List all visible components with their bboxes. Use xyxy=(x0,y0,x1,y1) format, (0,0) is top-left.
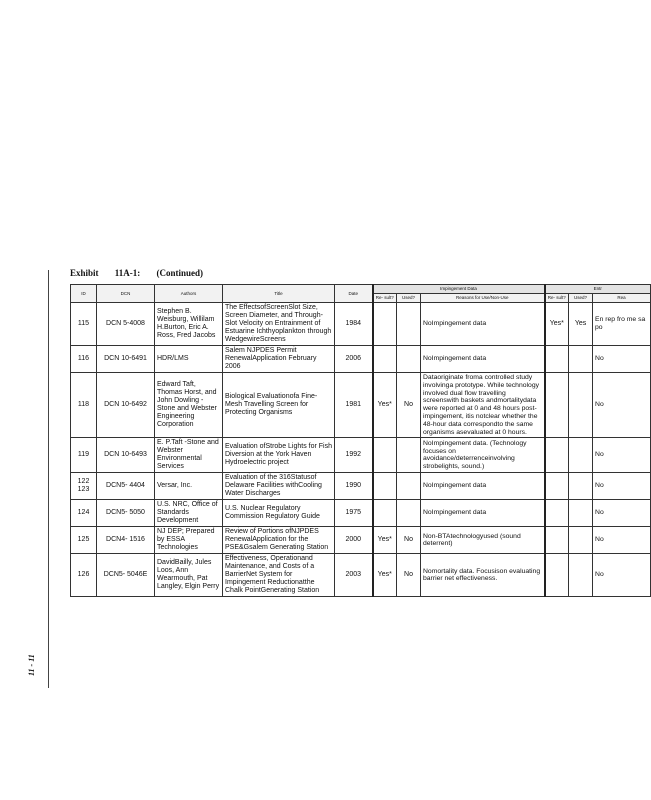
table-row xyxy=(71,500,651,527)
row-authors: E. P.Taft -Stone and Webster Environmental Services xyxy=(155,438,223,473)
header-ent-result: Re- sult? xyxy=(545,294,569,303)
row-imp-reason: NoImpingement data xyxy=(421,473,545,500)
row-ent-reason: No xyxy=(593,473,651,500)
table-row xyxy=(71,303,651,346)
row-authors: DavidBailly, Jules Loos, Ann Wearmouth, Pat Langley, Elgin Perry xyxy=(155,554,223,597)
header-imp-result: Re- sult? xyxy=(373,294,397,303)
row-ent-reason: No xyxy=(593,438,651,473)
row-id: 119 xyxy=(71,438,97,473)
header-imp-used: Used? xyxy=(397,294,421,303)
row-ent-used xyxy=(569,346,593,373)
row-ent-used xyxy=(569,438,593,473)
row-imp-used xyxy=(397,346,421,373)
row-ent-result xyxy=(545,527,569,554)
row-imp-used xyxy=(397,438,421,473)
row-dcn: DCN4- 1516 xyxy=(97,527,155,554)
row-authors: NJ DEP; Prepared by ESSA Technologies xyxy=(155,527,223,554)
table-row xyxy=(71,473,651,500)
row-ent-result: Yes* xyxy=(545,303,569,346)
row-ent-used: Yes xyxy=(569,303,593,346)
row-imp-result xyxy=(373,303,397,346)
row-ent-used xyxy=(569,500,593,527)
row-id: 115 xyxy=(71,303,97,346)
row-date: 2003 xyxy=(335,554,373,597)
exhibit-title xyxy=(70,268,217,278)
row-imp-result xyxy=(373,500,397,527)
row-imp-reason: NoImpingement data xyxy=(421,346,545,373)
header-impingement-group: Impingement Data xyxy=(373,285,545,294)
row-date: 1992 xyxy=(335,438,373,473)
row-id: 116 xyxy=(71,346,97,373)
table-row xyxy=(71,554,651,597)
row-dcn: DCN 5-4008 xyxy=(97,303,155,346)
left-margin-rule xyxy=(48,270,49,688)
row-title: Evaluation of the 316Statusof Delaware Facilities withCooling Water Discharges xyxy=(223,473,335,500)
row-ent-used xyxy=(569,473,593,500)
row-ent-reason: En rep fro me sa po xyxy=(593,303,651,346)
row-dcn: DCN 10-6491 xyxy=(97,346,155,373)
exhibit-label: Exhibit xyxy=(70,268,99,278)
row-authors: HDR/LMS xyxy=(155,346,223,373)
row-dcn: DCN 10-6492 xyxy=(97,373,155,438)
page-side-mark: 11 - 11 xyxy=(27,654,36,676)
exhibit-table xyxy=(70,284,651,597)
row-imp-reason: Dataoriginate froma controlled study involvinga prototype. While technology involved dual flow travelling screenswith baskets andmortalitydata were reported at 0 and 48 hours post-impingement, itis notclear whether the 48-hour data correspondto the same organisms asevaluated at 0 hours. xyxy=(421,373,545,438)
header-authors: Authors xyxy=(155,285,223,303)
row-ent-result xyxy=(545,473,569,500)
row-imp-result: Yes* xyxy=(373,527,397,554)
exhibit-number: 11A-1: xyxy=(114,268,141,278)
header-title: Title xyxy=(223,285,335,303)
header-imp-reasons: Reasons for Use/Non-Use xyxy=(421,294,545,303)
row-imp-reason: NoImpingement data. (Technology focuses on avoidance/deterrenceinvolving strobelights, sound.) xyxy=(421,438,545,473)
row-ent-used xyxy=(569,373,593,438)
row-imp-result xyxy=(373,346,397,373)
row-imp-result xyxy=(373,473,397,500)
row-imp-used: No xyxy=(397,554,421,597)
row-ent-reason: No xyxy=(593,554,651,597)
row-id: 122 123 xyxy=(71,473,97,500)
row-ent-used xyxy=(569,527,593,554)
row-imp-used: No xyxy=(397,373,421,438)
table-row xyxy=(71,438,651,473)
row-title: U.S. Nuclear Regulatory Commission Regulatory Guide xyxy=(223,500,335,527)
row-title: Review of Portions ofNJPDES RenewalApplication for the PSE&Gsalem Generating Station xyxy=(223,527,335,554)
table-row xyxy=(71,346,651,373)
row-dcn: DCN 10-6493 xyxy=(97,438,155,473)
table-row xyxy=(71,527,651,554)
row-date: 1975 xyxy=(335,500,373,527)
row-ent-result xyxy=(545,500,569,527)
row-title: Salem NJPDES Permit RenewalApplication February 2006 xyxy=(223,346,335,373)
row-title: Effectiveness, Operationand Maintenance, and Costs of a BarrierNet System for Impingement Reductionatthe Chalk PointGenerating Station xyxy=(223,554,335,597)
row-imp-used xyxy=(397,500,421,527)
row-id: 125 xyxy=(71,527,97,554)
row-imp-reason: NoImpingement data xyxy=(421,303,545,346)
header-entrainment-group: Entr xyxy=(545,285,651,294)
header-ent-used: Used? xyxy=(569,294,593,303)
table-row xyxy=(71,373,651,438)
header-date: Date xyxy=(335,285,373,303)
row-ent-reason: No xyxy=(593,373,651,438)
row-dcn: DCN5- 5046E xyxy=(97,554,155,597)
row-dcn: DCN5- 4404 xyxy=(97,473,155,500)
row-date: 1981 xyxy=(335,373,373,438)
row-imp-result: Yes* xyxy=(373,554,397,597)
row-date: 2006 xyxy=(335,346,373,373)
row-ent-result xyxy=(545,438,569,473)
row-authors: Stephen B. Weisburg, Willilam H.Burton, Eric A. Ross, Fred Jacobs xyxy=(155,303,223,346)
row-ent-result xyxy=(545,373,569,438)
row-id: 126 xyxy=(71,554,97,597)
row-imp-reason: Nomortality data. Focusison evaluating barrier net effectiveness. xyxy=(421,554,545,597)
row-ent-used xyxy=(569,554,593,597)
header-row-top xyxy=(71,285,651,294)
row-title: The EffectsofScreenSlot Size, Screen Diameter, and Through-Slot Velocity on Entrainment of Estuarine Ichthyoplankton through WedgewireScreens xyxy=(223,303,335,346)
row-title: Biological Evaluationofa Fine-Mesh Travelling Screen for Protecting Organisms xyxy=(223,373,335,438)
row-title: Evaluation ofStrobe Lights for Fish Diversion at the York Haven Hydroelectric project xyxy=(223,438,335,473)
row-imp-used xyxy=(397,303,421,346)
row-imp-reason: NoImpingement data xyxy=(421,500,545,527)
row-authors: Edward Taft, Thomas Horst, and John Dowling -Stone and Webster Engineering Corporation xyxy=(155,373,223,438)
row-id: 118 xyxy=(71,373,97,438)
exhibit-table-container xyxy=(70,284,646,694)
row-date: 1990 xyxy=(335,473,373,500)
header-ent-reasons: Rea xyxy=(593,294,651,303)
row-ent-result xyxy=(545,346,569,373)
row-dcn: DCN5- 5050 xyxy=(97,500,155,527)
row-id: 124 xyxy=(71,500,97,527)
row-ent-result xyxy=(545,554,569,597)
row-authors: U.S. NRC, Office of Standards Development xyxy=(155,500,223,527)
row-imp-result xyxy=(373,438,397,473)
row-date: 1984 xyxy=(335,303,373,346)
row-imp-used: No xyxy=(397,527,421,554)
exhibit-suffix: (Continued) xyxy=(156,268,204,278)
row-imp-used xyxy=(397,473,421,500)
row-imp-result: Yes* xyxy=(373,373,397,438)
row-ent-reason: No xyxy=(593,500,651,527)
row-ent-reason: No xyxy=(593,346,651,373)
row-ent-reason: No xyxy=(593,527,651,554)
row-imp-reason: Non-BTAtechnologyused (sound deterrent) xyxy=(421,527,545,554)
row-date: 2000 xyxy=(335,527,373,554)
header-dcn: DCN xyxy=(97,285,155,303)
row-authors: Versar, Inc. xyxy=(155,473,223,500)
header-id: ID xyxy=(71,285,97,303)
